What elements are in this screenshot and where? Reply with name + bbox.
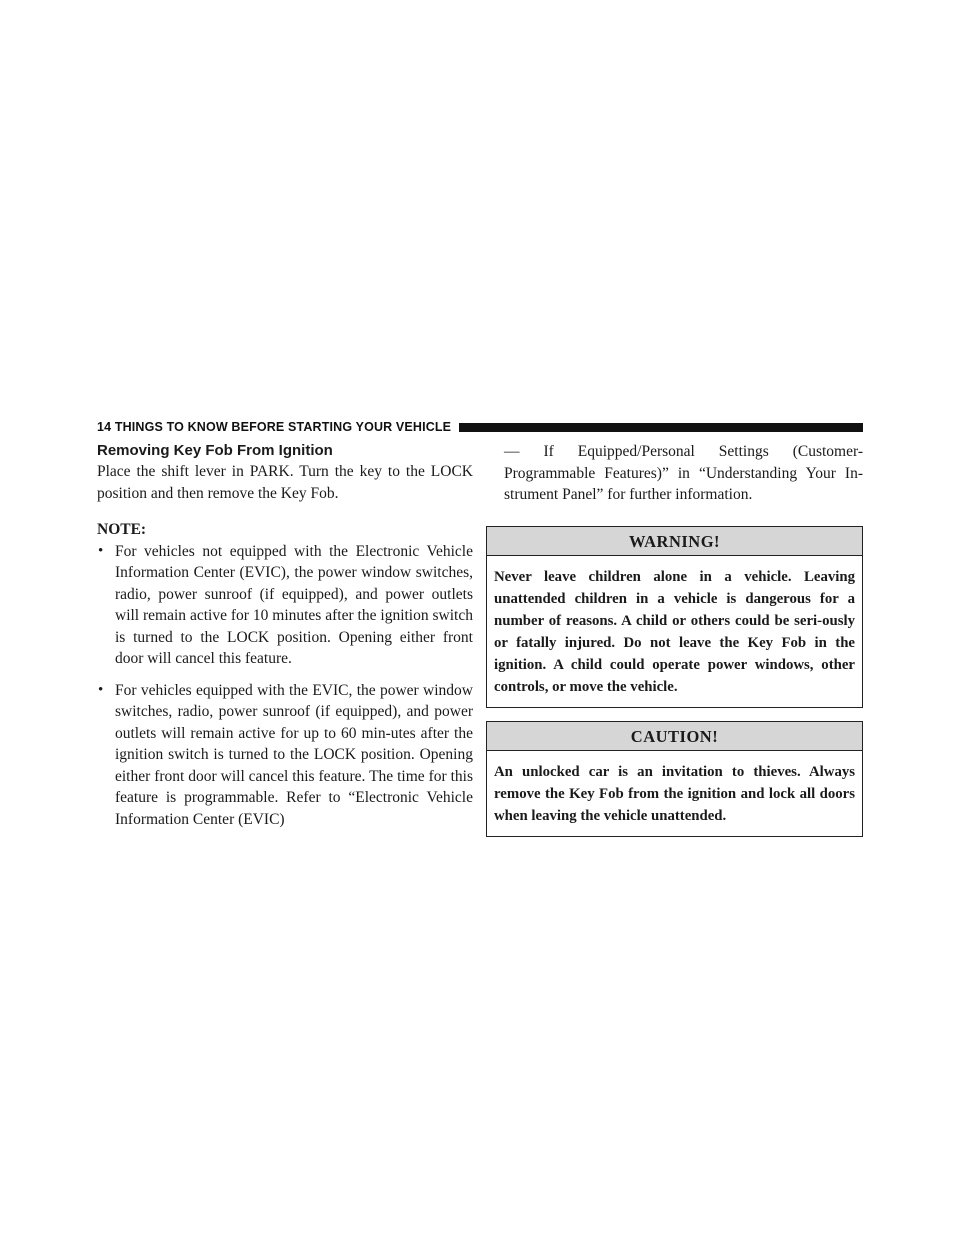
bullet-continuation: — If Equipped/Personal Settings (Customer-Programmable Features)” in “Understanding Your In-strument Panel” for further information. [504,443,863,503]
right-column [486,441,863,837]
intro-paragraph: Place the shift lever in PARK. Turn the key to the LOCK position and then remove the Key Fob. [97,463,473,502]
warning-box [486,526,863,708]
left-column [97,441,473,830]
caution-title: CAUTION! [487,722,862,751]
warning-title: WARNING! [487,527,862,556]
list-item [97,541,473,670]
bullet-text: For vehicles not equipped with the Electronic Vehicle Information Center (EVIC), the power window switches, radio, power sunroof (if equipped), and power outlets will remain active for 10 minutes after the ignition switch is turned to the LOCK position. Opening either front door will cancel this feature. [115,542,473,667]
bullet-icon: • [98,681,104,698]
warning-body: Never leave children alone in a vehicle. Leaving unattended children in a vehicle is dangerous for a number of reasons. A child or others could be seri-ously or fatally injured. Do not leave the Key Fob in the ignition. A child could operate power windows, other controls, or move the vehicle. [494,568,855,695]
note-label: NOTE: [97,521,147,538]
page-header [97,418,863,436]
page-header-label: 14 THINGS TO KNOW BEFORE STARTING YOUR VEHICLE [97,420,452,434]
caution-body: An unlocked car is an invitation to thieves. Always remove the Key Fob from the ignition and lock all doors when leaving the vehicle unattended. [494,763,855,824]
bullet-text: For vehicles equipped with the EVIC, the power window switches, radio, power sunroof (if equipped), and power outlets will remain active for up to 60 min-utes after the ignition switch is turned to the LOCK position. Opening either front door will cancel this feature. The time for this feature is programmable. Refer to “Electronic Vehicle Information Center (EVIC) [115,681,473,828]
caution-box [486,721,863,837]
section-title: Removing Key Fob From Ignition [97,442,333,459]
note-bullet-list [97,541,473,831]
bullet-icon: • [98,542,104,559]
header-rule [459,423,863,432]
list-item [97,680,473,831]
